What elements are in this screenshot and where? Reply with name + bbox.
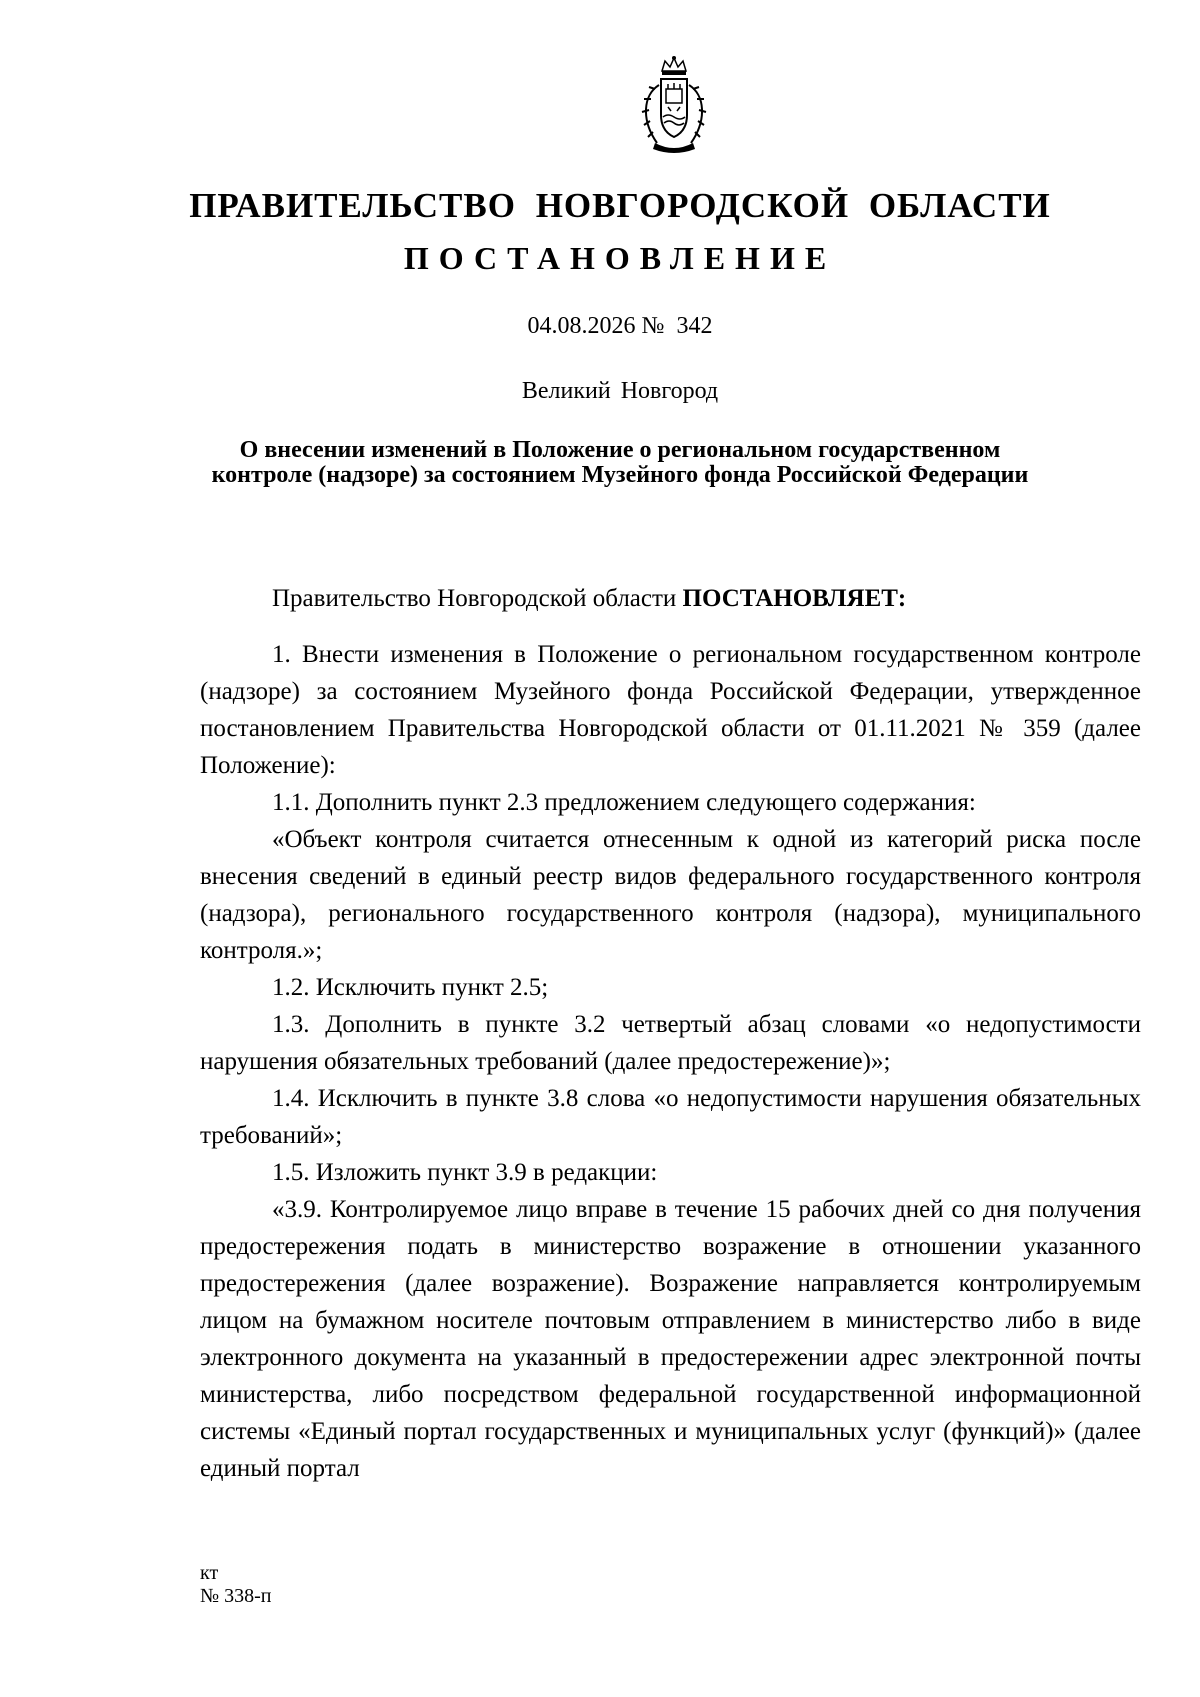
intro-decree: ПОСТАНОВЛЯЕТ: <box>682 585 907 612</box>
paragraph-3-9-quote: «3.9. Контролируемое лицо вправе в течение 15 рабочих дней со дня получения предостережения подать в министерство возражение в отношении указанного предостережения (далее возражение). Возражение направляется контролируемым лицом на бумажном носителе почтовым отправлением в министерство либо в виде электронного документа на указанный в предостережении адрес электронной почты министерства, либо посредством федеральной государственной информационной системы «Единый портал государственных и муниципальных услуг (функций)» (далее единый портал <box>200 1196 1141 1482</box>
paragraph-1-3: 1.3. Дополнить в пункте 3.2 четвертый абзац словами «о недопустимости нарушения обязательных требований (далее предостережение)»; <box>200 1011 1141 1075</box>
document-title: О внесении изменений в Положение о региональном государственном контроле (надзоре) за состоянием Музейного фонда Российской Федерации <box>211 437 1029 488</box>
intro-paragraph <box>200 585 1141 613</box>
paragraph-1-5: 1.5. Изложить пункт 3.9 в редакции: <box>272 1159 658 1186</box>
date-number-line <box>0 313 1200 340</box>
place-of-issue: Великий Новгород <box>521 378 719 404</box>
paragraph-1: 1. Внести изменения в Положение о региональном государственном контроле (надзоре) за состоянием Музейного фонда Российской Федерации, утвержденное постановлением Правительства Новгородской области от 01.11.2021 № 359 (далее Положение): <box>200 641 1141 779</box>
document-type: ПОСТАНОВЛЕНИЕ <box>403 240 837 276</box>
paragraph-1-4: 1.4. Исключить в пункте 3.8 слова «о недопустимости нарушения обязательных требований»; <box>200 1085 1141 1149</box>
novgorod-coat-of-arms-icon <box>635 55 713 155</box>
footer-ref-number: № 338-п <box>200 1585 272 1607</box>
organization-name: ПРАВИТЕЛЬСТВО НОВГОРОДСКОЙ ОБЛАСТИ <box>189 186 1051 225</box>
footer-reference <box>200 1562 271 1608</box>
footer-initials: кт <box>200 1562 219 1584</box>
document-date: 04.08.2026 <box>527 313 636 339</box>
intro-text: Правительство Новгородской области <box>272 585 683 612</box>
paragraph-1-1: 1.1. Дополнить пункт 2.3 предложением следующего содержания: <box>272 789 976 816</box>
paragraph-1-2: 1.2. Исключить пункт 2.5; <box>272 974 549 1001</box>
document-body <box>200 636 1141 1487</box>
number-sign: № <box>641 313 665 339</box>
document-number: 342 <box>676 313 713 339</box>
paragraph-1-1-quote: «Объект контроля считается отнесенным к одной из категорий риска после внесения сведений в единый реестр видов федерального государственного контроля (надзора), регионального государственного контроля (надзора), муниципального контроля.»; <box>200 826 1141 964</box>
